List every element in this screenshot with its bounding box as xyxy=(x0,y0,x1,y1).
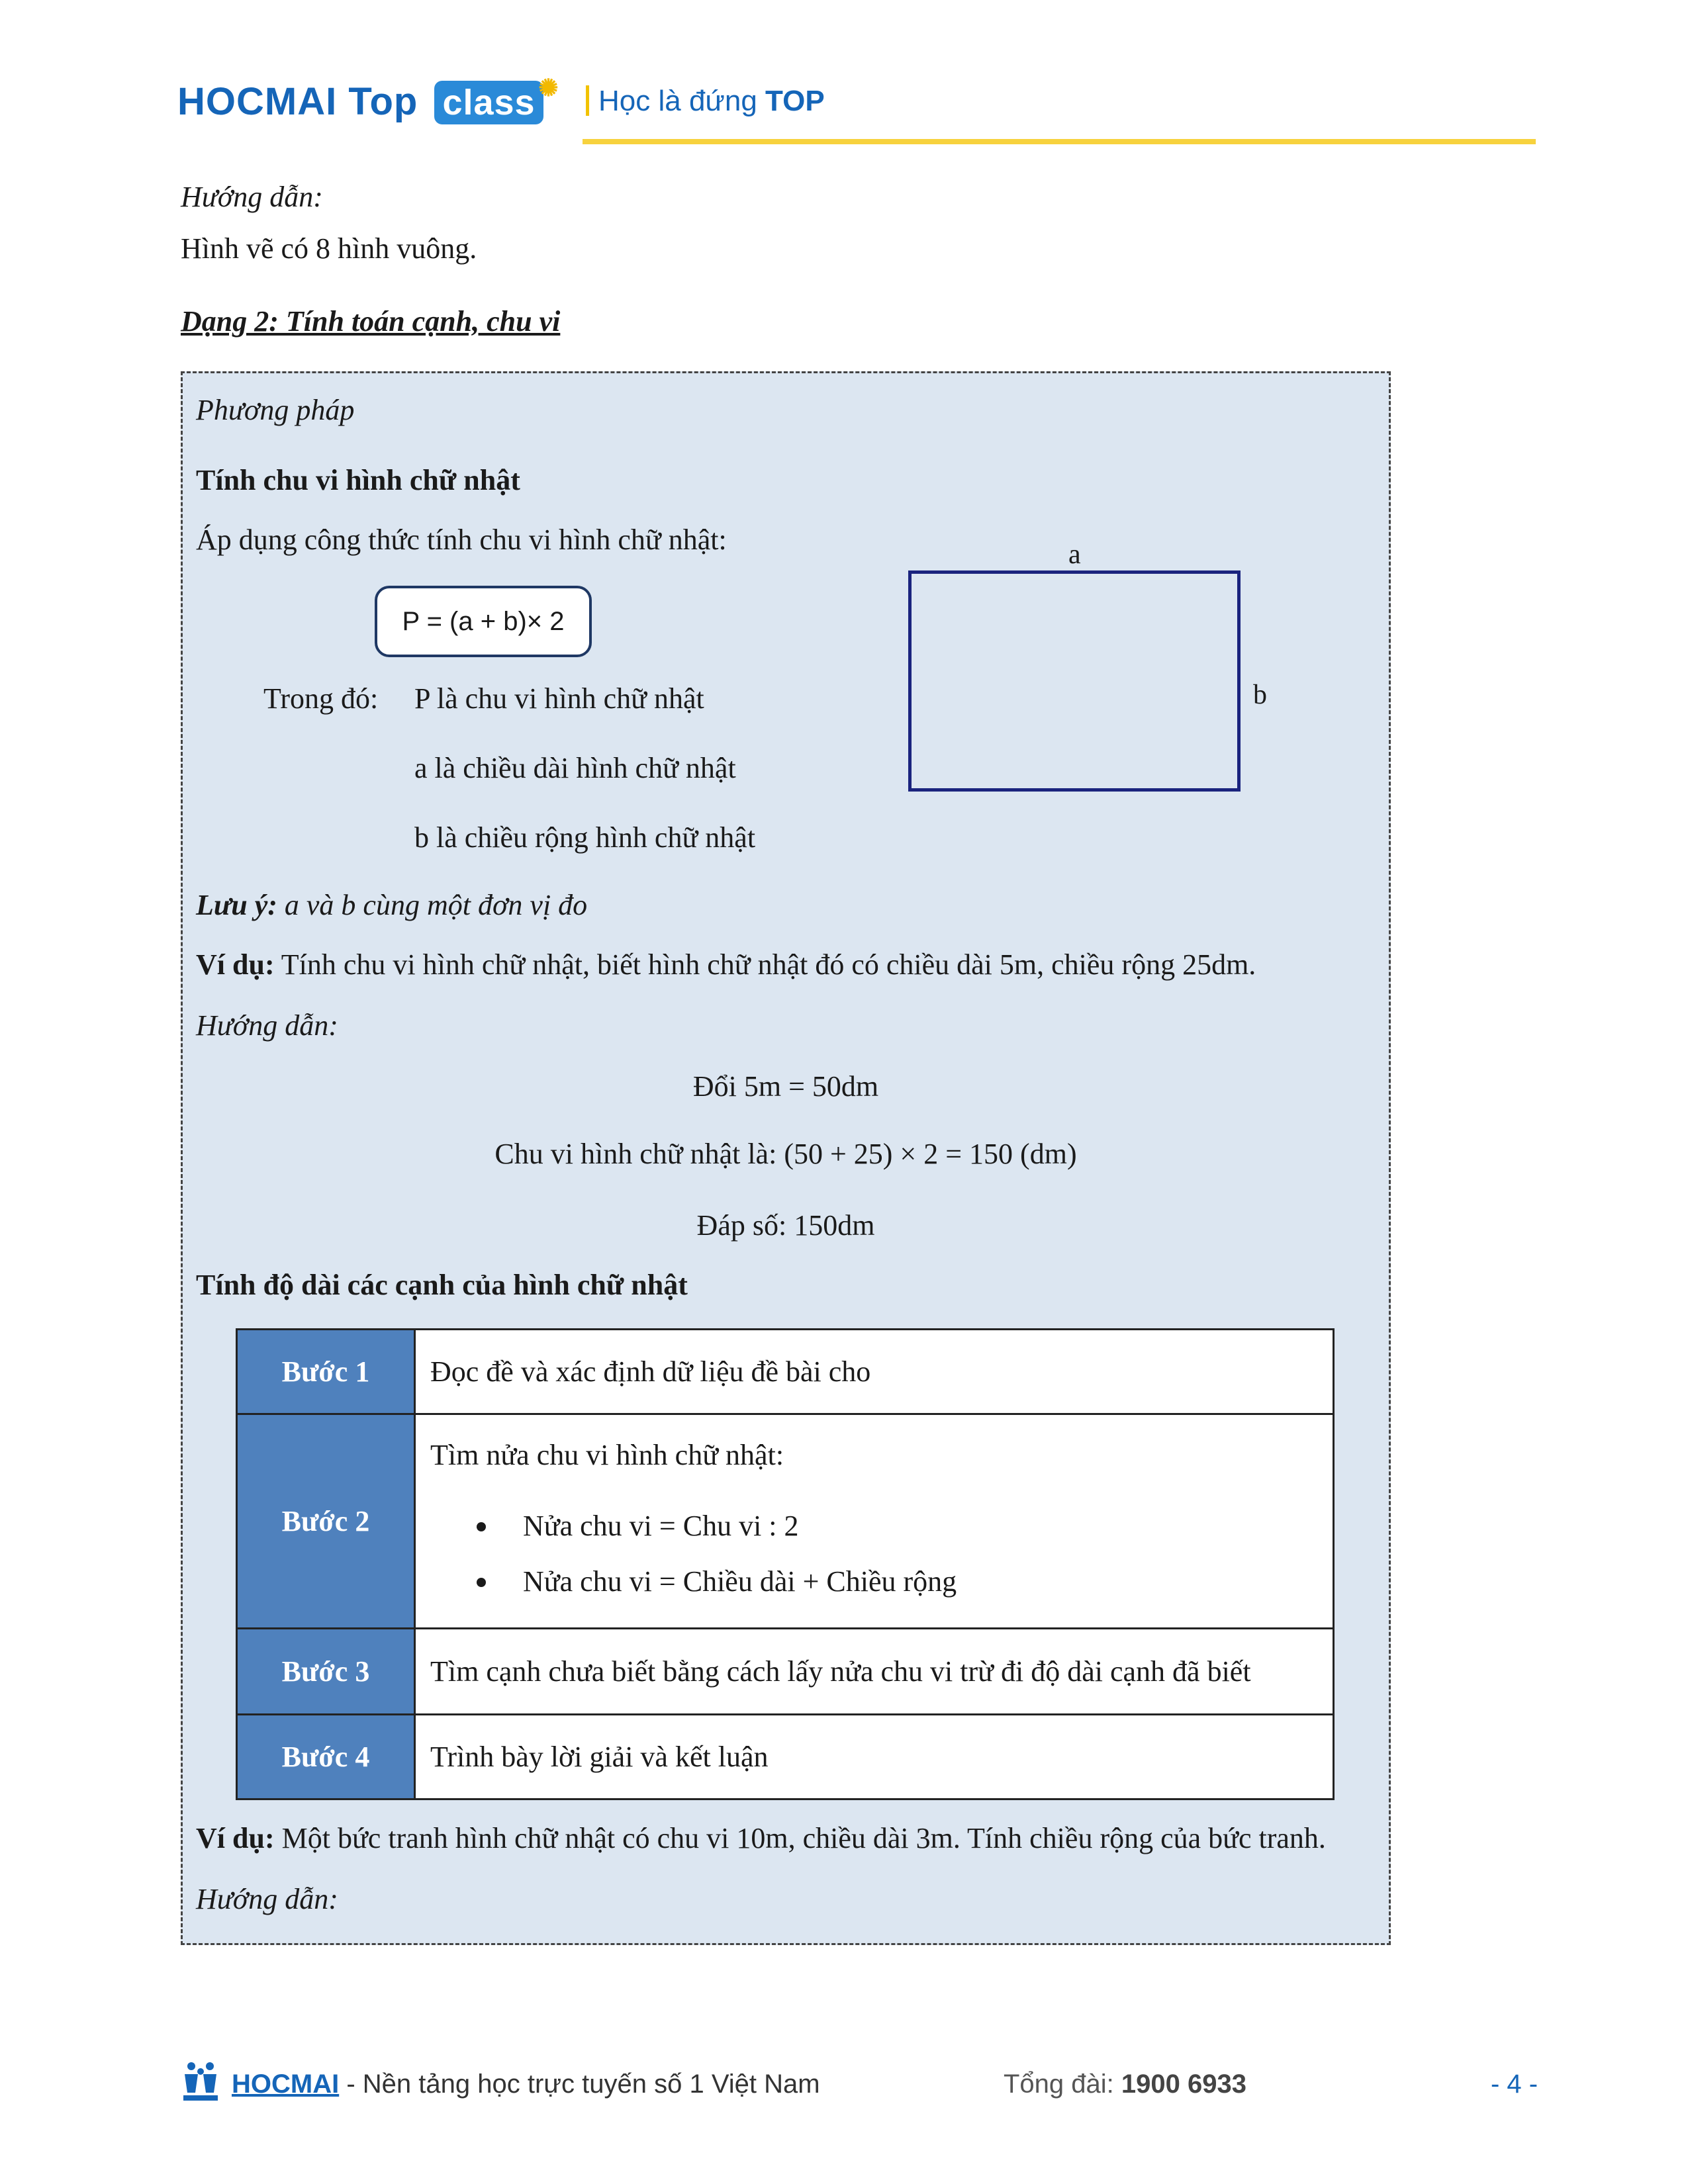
intro-answer: Hình vẽ có 8 hình vuông. xyxy=(181,232,477,265)
table-row xyxy=(237,1629,1334,1715)
step-text: Tìm nửa chu vi hình chữ nhật: xyxy=(430,1439,784,1471)
rectangle-figure xyxy=(908,570,1241,792)
example2-label: Ví dụ: xyxy=(196,1822,275,1854)
hocmai-people-icon xyxy=(181,2060,220,2102)
step-label: Bước 1 xyxy=(237,1330,415,1414)
where-label: Trong đó: xyxy=(263,682,379,715)
step-label: Bước 2 xyxy=(237,1414,415,1629)
bullet-icon xyxy=(477,1522,486,1531)
figure-label-b: b xyxy=(1253,680,1267,710)
calc-line-1: Đổi 5m = 50dm xyxy=(692,1070,879,1103)
example1-text: Tính chu vi hình chữ nhật, biết hình chữ nhật đó có chiều dài 5m, chiều rộng 25dm. xyxy=(274,948,1256,981)
footer-slogan: - Nền tảng học trực tuyến số 1 Việt Nam xyxy=(339,2070,820,2099)
formula-text: P = (a + b)× 2 xyxy=(402,606,565,636)
calc-line-2: Chu vi hình chữ nhật là: (50 + 25) × 2 = 150 (dm) xyxy=(494,1138,1077,1170)
method-label: Phương pháp xyxy=(196,394,355,426)
intro-guide-label: Hướng dẫn: xyxy=(181,181,323,213)
footer-hotline xyxy=(1004,2070,1246,2099)
tagline-divider xyxy=(586,85,589,116)
example1 xyxy=(196,948,1256,981)
step-label: Bước 4 xyxy=(237,1715,415,1799)
step-label: Bước 3 xyxy=(237,1629,415,1715)
brand-name: HOCMAI xyxy=(177,80,338,123)
bullet-icon xyxy=(477,1578,486,1587)
step-text: Tìm cạnh chưa biết bằng cách lấy nửa chu vi trừ đi độ dài cạnh đã biết xyxy=(415,1629,1334,1715)
definition-p: P là chu vi hình chữ nhật xyxy=(414,682,704,715)
sides-heading: Tính độ dài các cạnh của hình chữ nhật xyxy=(196,1269,688,1301)
example2-guide-label: Hướng dẫn: xyxy=(196,1883,338,1915)
definition-a: a là chiều dài hình chữ nhật xyxy=(414,752,736,784)
footer-brand-line xyxy=(232,2070,820,2099)
brand-logo xyxy=(177,74,559,124)
step-content xyxy=(415,1414,1334,1629)
definition-b: b là chiều rộng hình chữ nhật xyxy=(414,821,756,854)
figure-label-a: a xyxy=(1068,539,1081,570)
formula-box xyxy=(375,586,592,657)
page-number: - 4 - xyxy=(1491,2070,1538,2099)
hotline-label: Tổng đài: xyxy=(1004,2070,1121,2099)
brand-class-text: class xyxy=(442,83,536,122)
sun-icon: ✺ xyxy=(538,74,559,101)
footer-brand: HOCMAI xyxy=(232,2070,340,2099)
table-row xyxy=(237,1414,1334,1629)
apply-formula-text: Áp dụng công thức tính chu vi hình chữ nhật: xyxy=(196,523,727,556)
brand-top: Top xyxy=(348,80,418,123)
note xyxy=(196,888,587,922)
calc-line-3: Đáp số: 150dm xyxy=(696,1209,875,1242)
note-label: Lưu ý: xyxy=(196,889,277,921)
step-text: Đọc đề và xác định dữ liệu đề bài cho xyxy=(415,1330,1334,1414)
table-row xyxy=(237,1330,1334,1414)
tagline-bold: TOP xyxy=(765,85,825,117)
header-rule xyxy=(583,139,1536,144)
header-tagline xyxy=(586,85,825,118)
example1-label: Ví dụ: xyxy=(196,948,275,981)
note-text: a và b cùng một đơn vị đo xyxy=(277,889,588,921)
step-text: Trình bày lời giải và kết luận xyxy=(415,1715,1334,1799)
hotline-number: 1900 6933 xyxy=(1121,2070,1246,2099)
list-item xyxy=(430,1498,1318,1554)
bullet-text: Nửa chu vi = Chiều dài + Chiều rộng xyxy=(523,1565,957,1598)
list-item xyxy=(430,1554,1318,1610)
table-row xyxy=(237,1715,1334,1799)
tagline-prefix: Học là đứng xyxy=(598,85,766,117)
steps-table xyxy=(236,1328,1335,1800)
example2 xyxy=(196,1821,1326,1855)
perimeter-heading: Tính chu vi hình chữ nhật xyxy=(196,464,520,496)
section-title: Dạng 2: Tính toán cạnh, chu vi xyxy=(181,305,561,338)
example2-text: Một bức tranh hình chữ nhật có chu vi 10m, chiều dài 3m. Tính chiều rộng của bức tranh. xyxy=(274,1822,1326,1854)
example1-guide-label: Hướng dẫn: xyxy=(196,1009,338,1042)
bullet-text: Nửa chu vi = Chu vi : 2 xyxy=(523,1510,799,1542)
brand-class-badge xyxy=(434,74,559,124)
